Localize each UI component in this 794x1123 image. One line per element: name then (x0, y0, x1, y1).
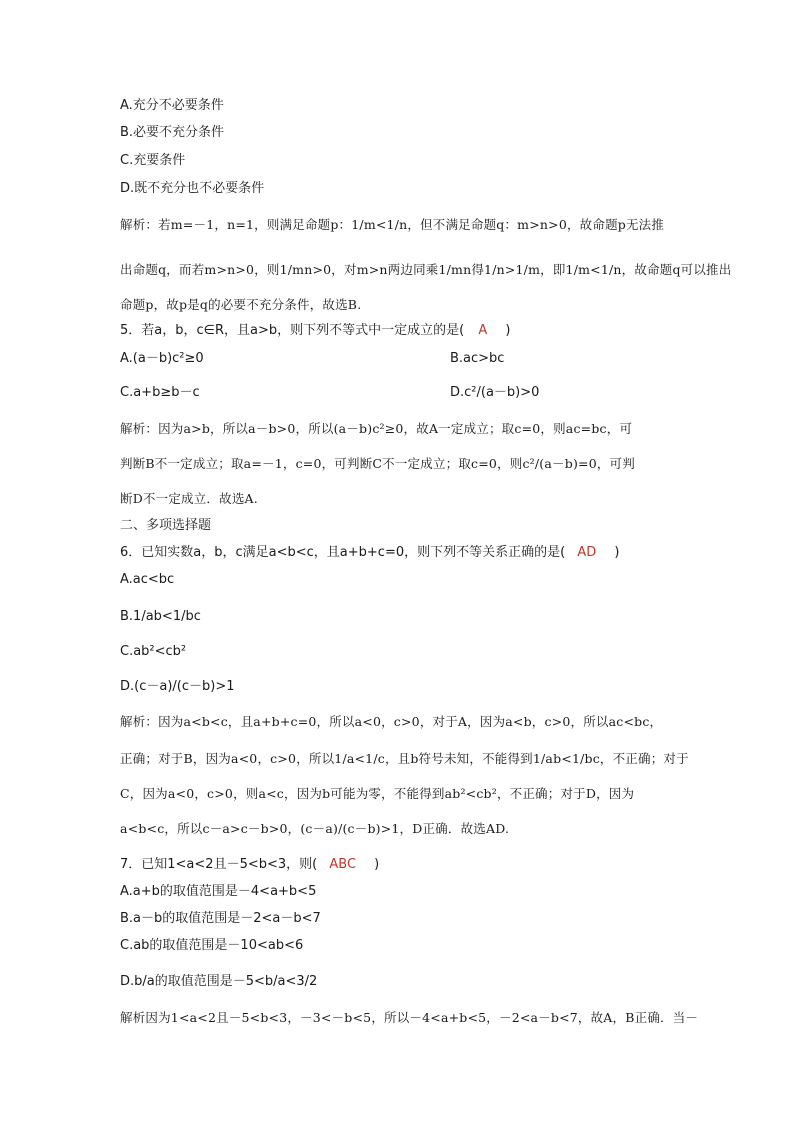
q5-close-paren: ) (505, 323, 511, 338)
q7-close-paren: ) (374, 857, 380, 872)
q5-option-b: B.ac>bc (450, 351, 505, 366)
q4-option-d: D.既不充分也不必要条件 (120, 181, 265, 196)
q4-solution-line-3: 命题p，故p是q的必要不充分条件，故选B. (120, 297, 362, 312)
q4-option-b: B.必要不充分条件 (120, 125, 225, 140)
q7-option-a: A.a+b的取值范围是－4<a+b<5 (120, 884, 317, 899)
q6-stem: 6．已知实数a，b，c满足a<b<c，且a+b+c=0，则下列不等关系正确的是( (120, 545, 566, 560)
q4-solution-line-1: 解析：若m=－1，n=1，则满足命题p：1/m<1/n，但不满足命题q：m>n>0，故命题p无法推 (120, 217, 665, 232)
q6-close-paren: ) (614, 545, 620, 560)
section-heading: 二、多项选择题 (120, 518, 212, 533)
q4-option-a: A.充分不必要条件 (120, 98, 224, 113)
q6-option-a: A.ac<bc (120, 572, 175, 587)
q5-solution-line-3: 断D不一定成立．故选A. (120, 491, 258, 506)
q7-option-d: D.b/a的取值范围是－5<b/a<3/2 (120, 974, 318, 989)
q5-solution-line-1: 解析：因为a>b，所以a－b>0，所以(a－b)c²≥0，故A一定成立；取c=0，则ac=bc，可 (120, 421, 633, 436)
q7-answer: ABC (329, 857, 357, 872)
q5-option-d: D.c²/(a－b)>0 (450, 385, 540, 400)
q5-option-c: C.a+b≥b－c (120, 385, 200, 400)
q7-option-c: C.ab的取值范围是－10<ab<6 (120, 938, 304, 953)
q5-answer: A (478, 323, 488, 338)
q6-stem-line (120, 544, 619, 562)
q6-solution-line-2: 正确；对于B，因为a<0，c>0，所以1/a<1/c，且b符号未知，不能得到1/ab<1/bc，不正确；对于 (120, 751, 689, 766)
q4-solution-line-2: 出命题q，而若m>n>0，则1/mn>0，对m>n两边同乘1/mn得1/n>1/m，即1/m<1/n，故命题q可以推出 (120, 262, 732, 277)
q6-solution-line-4: a<b<c，所以c－a>c－b>0，(c－a)/(c－b)>1，D正确．故选AD. (120, 821, 510, 836)
q6-option-d: D.(c－a)/(c－b)>1 (120, 679, 235, 694)
q7-stem: 7．已知1<a<2且－5<b<3，则( (120, 857, 318, 872)
q7-option-b: B.a－b的取值范围是－2<a－b<7 (120, 911, 321, 926)
q5-stem: 5．若a，b，c∈R，且a>b，则下列不等式中一定成立的是( (120, 323, 465, 338)
q5-stem-line (120, 322, 510, 340)
q6-option-c: C.ab²<cb² (120, 644, 187, 659)
q6-option-b: B.1/ab<1/bc (120, 609, 201, 624)
q6-solution-line-1: 解析：因为a<b<c，且a+b+c=0，所以a<0，c>0，对于A，因为a<b，c>0，所以ac<bc， (120, 714, 663, 729)
q4-option-c: C.充要条件 (120, 153, 186, 168)
q5-solution-line-2: 判断B不一定成立；取a=－1，c=0，可判断C不一定成立；取c=0，则c²/(a－b)=0，可判 (120, 456, 635, 471)
q6-answer: AD (577, 545, 597, 560)
q7-solution-line-1: 解析因为1<a<2且－5<b<3，－3<－b<5，所以－4<a+b<5，－2<a－b<7，故A，B正确．当－ (120, 1010, 699, 1025)
q6-solution-line-3: C，因为a<0，c>0，则a<c，因为b可能为零，不能得到ab²<cb²，不正确；对于D，因为 (120, 786, 635, 801)
q7-stem-line (120, 856, 379, 874)
q5-option-a: A.(a－b)c²≥0 (120, 351, 204, 366)
